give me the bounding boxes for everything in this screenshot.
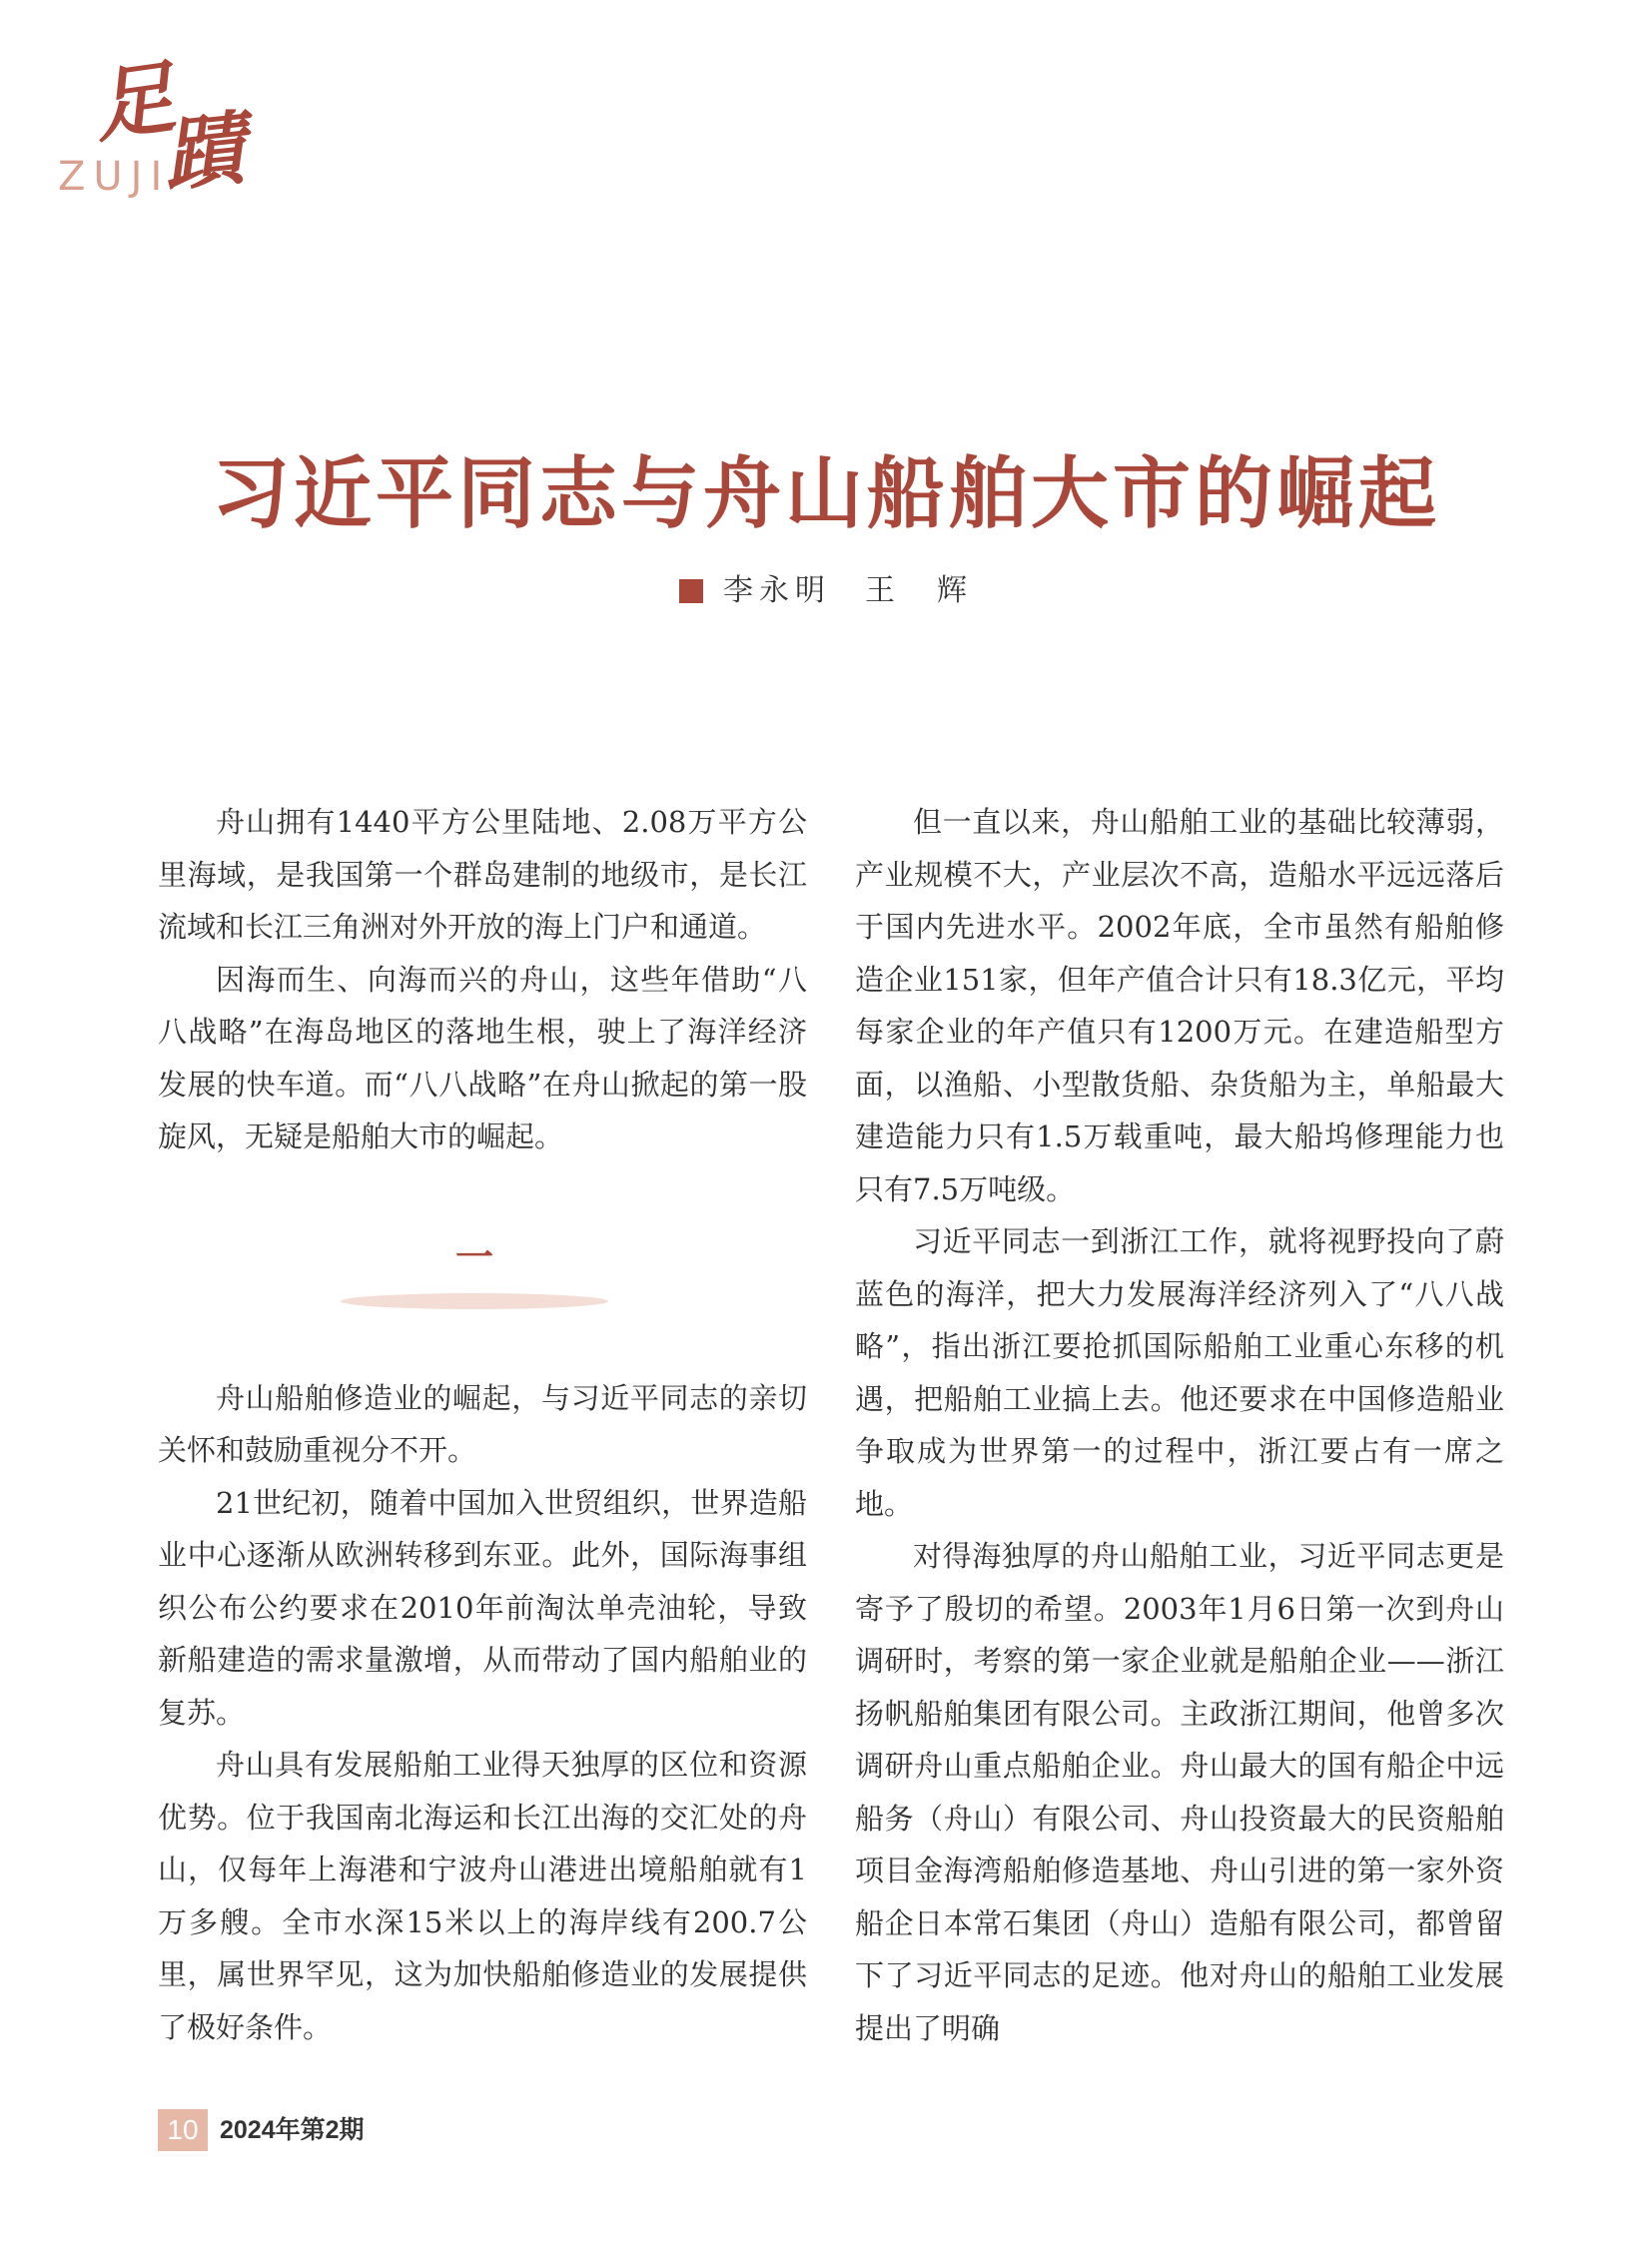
- page-number: 10: [158, 2109, 208, 2151]
- paragraph: 习近平同志一到浙江工作，就将视野投向了蔚蓝色的海洋，把大力发展海洋经济列入了“八八战略”，指出浙江要抢抓国际船舶工业重心东移的机遇，把船舶工业搞上去。他还要求在中国修造船业争取成为世界第一的过程中，浙江要占有一席之地。: [855, 1224, 1504, 1521]
- issue-label: 2024年第2期: [220, 2116, 365, 2144]
- article-title: 习近平同志与舟山船舶大市的崛起: [211, 448, 1440, 539]
- byline: [0, 571, 1652, 611]
- logo-character-zu: 足: [87, 49, 181, 155]
- paragraph: 舟山具有发展船舶工业得天独厚的区位和资源优势。位于我国南北海运和长江出海的交汇处的舟山，仅每年上海港和宁波舟山港进出境船舶就有1万多艘。全市水深15米以上的海岸线有200.7公里，属世界罕见，这为加快船舶修造业的发展提供了极好条件。: [158, 1748, 807, 2044]
- paragraph: 但一直以来，舟山船舶工业的基础比较薄弱，产业规模不大，产业层次不高，造船水平远远落后于国内先进水平。2002年底，全市虽然有船舶修造企业151家，但年产值合计只有18.3亿元，平均每家企业的年产值只有1200万元。在建造船型方面，以渔船、小型散货船、杂货船为主，单船最大建造能力只有1.5万载重吨，最大船坞修理能力也只有7.5万吨级。: [855, 805, 1504, 1206]
- section-number: 一: [454, 1233, 493, 1279]
- paragraph: 对得海独厚的舟山船舶工业，习近平同志更是寄予了殷切的希望。2003年1月6日第一次到舟山调研时，考察的第一家企业就是船舶企业——浙江扬帆船舶集团有限公司。主政浙江期间，他曾多次调研舟山重点船舶企业。舟山最大的国有船企中远船务（舟山）有限公司、舟山投资最大的民资船舶项目金海湾船舶修造基地、舟山引进的第一家外资船企日本常石集团（舟山）造船有限公司，都曾留下了习近平同志的足迹。他对舟山的船舶工业发展提出了明确: [855, 1539, 1504, 2045]
- paragraph: 舟山拥有1440平方公里陆地、2.08万平方公里海域，是我国第一个群岛建制的地级市，是长江流域和长江三角洲对外开放的海上门户和通道。: [158, 805, 807, 944]
- left-column: [158, 796, 807, 2053]
- right-column: [855, 796, 1504, 2054]
- section-underline-ellipse: [341, 1293, 608, 1309]
- logo-latin-text: ZUJI: [58, 154, 171, 200]
- logo-character-ji: 蹟: [159, 101, 249, 203]
- author-name: 李永明: [723, 573, 831, 608]
- byline-square-icon: [679, 579, 703, 603]
- paragraph: 因海而生、向海而兴的舟山，这些年借助“八八战略”在海岛地区的落地生根，驶上了海洋经济发展的快车道。而“八八战略”在舟山掀起的第一股旋风，无疑是船舶大市的崛起。: [158, 962, 807, 1153]
- paragraph: 舟山船舶修造业的崛起，与习近平同志的亲切关怀和鼓励重视分不开。: [158, 1380, 807, 1467]
- author-name: 王 辉: [865, 573, 973, 608]
- paragraph: 21世纪初，随着中国加入世贸组织，世界造船业中心逐渐从欧洲转移到东亚。此外，国际海事组织公布公约要求在2010年前淘汰单壳油轮，导致新船建造的需求量激增，从而带动了国内船舶业的复苏。: [158, 1485, 807, 1730]
- section-divider: [158, 1205, 807, 1372]
- magazine-section-logo: [54, 49, 249, 203]
